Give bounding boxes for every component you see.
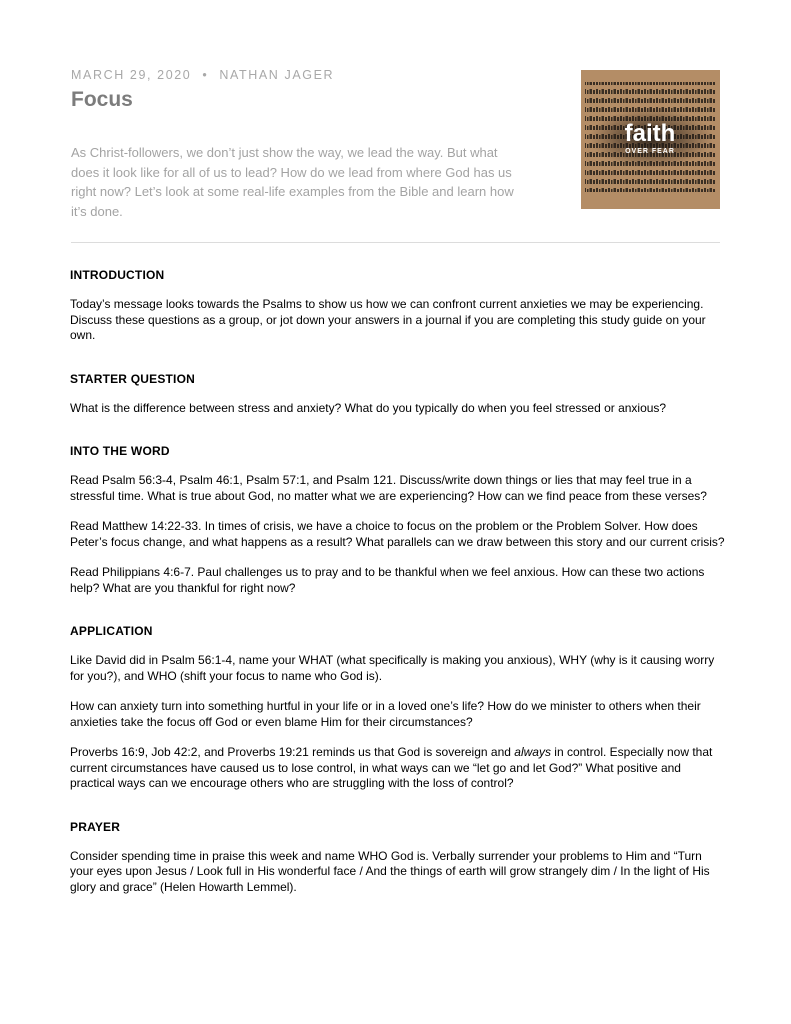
heading-introduction: INTRODUCTION bbox=[70, 268, 165, 282]
word-paragraph-philippians: Read Philippians 4:6-7. Paul challenges us to pray and to be thankful when we feel anxious. How can these two actions help? What are you thankful for right now? bbox=[70, 565, 705, 595]
application-paragraph-david: Like David did in Psalm 56:1-4, name your WHAT (what specifically is making you anxious), WHY (why is it causing worry for you?), and WHO (shift your focus to name who God is). bbox=[70, 653, 715, 683]
sermon-cover-image bbox=[581, 70, 720, 209]
heading-prayer: PRAYER bbox=[70, 819, 121, 834]
study-guide-content bbox=[70, 268, 725, 923]
word-paragraph-matthew: Read Matthew 14:22-33. In times of crisis, we have a choice to focus on the problem or the Problem Solver. How does Peter’s focus change, and what happens as a result? What parallels can we draw between this story and our current crisis? bbox=[70, 519, 725, 549]
page-title: Focus bbox=[71, 88, 133, 111]
section-into-the-word bbox=[70, 444, 725, 596]
cover-logo-word: faith bbox=[624, 120, 676, 147]
heading-application: APPLICATION bbox=[70, 624, 153, 638]
post-meta bbox=[71, 68, 334, 82]
heading-into-the-word: INTO THE WORD bbox=[70, 444, 170, 458]
heading-starter-question: STARTER QUESTION bbox=[70, 371, 195, 386]
meta-separator: • bbox=[202, 68, 209, 82]
section-introduction bbox=[70, 268, 725, 344]
starter-question-paragraph: What is the difference between stress and anxiety? What do you typically do when you feel stressed or anxious? bbox=[70, 400, 667, 415]
section-prayer bbox=[70, 820, 725, 896]
section-application bbox=[70, 624, 725, 792]
application-paragraph-anxiety: How can anxiety turn into something hurtful in your life or in a loved one’s life? How do we minister to others when their anxieties take the focus off God or even blame Him for their circumstances? bbox=[70, 699, 701, 729]
word-paragraph-psalms: Read Psalm 56:3-4, Psalm 46:1, Psalm 57:1, and Psalm 121. Discuss/write down things or lies that may feel true in a stressful time. What is true about God, no matter what we are experiencing? How can we find peace from these verses? bbox=[70, 473, 707, 503]
section-starter-question bbox=[70, 372, 725, 417]
introduction-paragraph: Today’s message looks towards the Psalms to show us how we can confront current anxieties we may be experiencing. Discuss these questions as a group, or jot down your answers in a journal if you are completing this study guide on your own. bbox=[70, 297, 706, 342]
cover-logo-sub: OVER FEAR bbox=[625, 148, 675, 155]
proverbs-emphasis: always bbox=[514, 745, 551, 759]
prayer-paragraph: Consider spending time in praise this week and name WHO God is. Verbally surrender your problems to Him and “Turn your eyes upon Jesus / Look full in His wonderful face / And the things of earth will grow strangely dim / In the light of His glory and grace” (Helen Howarth Lemmel). bbox=[70, 848, 710, 894]
header-divider bbox=[71, 242, 720, 243]
proverbs-text-start: Proverbs 16:9, Job 42:2, and Proverbs 19:21 reminds us that God is sovereign and bbox=[70, 745, 515, 759]
post-date: MARCH 29, 2020 bbox=[71, 68, 192, 82]
post-author[interactable]: NATHAN JAGER bbox=[219, 68, 335, 82]
faith-over-fear-artwork bbox=[581, 70, 720, 209]
intro-summary: As Christ-followers, we don’t just show the way, we lead the way. But what does it look like for all of us to lead? How do we lead from where God has us right now? Let’s look at some real-life examples from the Bible and learn how it’s done. bbox=[71, 145, 514, 219]
proverbs-text-end: in control. Especially now that current circumstances have caused us to lose control, in what ways can we “let go and let God?” What positive and practical ways can we encourage others who are struggling with the loss of control? bbox=[70, 745, 713, 790]
application-paragraph-proverbs bbox=[70, 745, 725, 792]
